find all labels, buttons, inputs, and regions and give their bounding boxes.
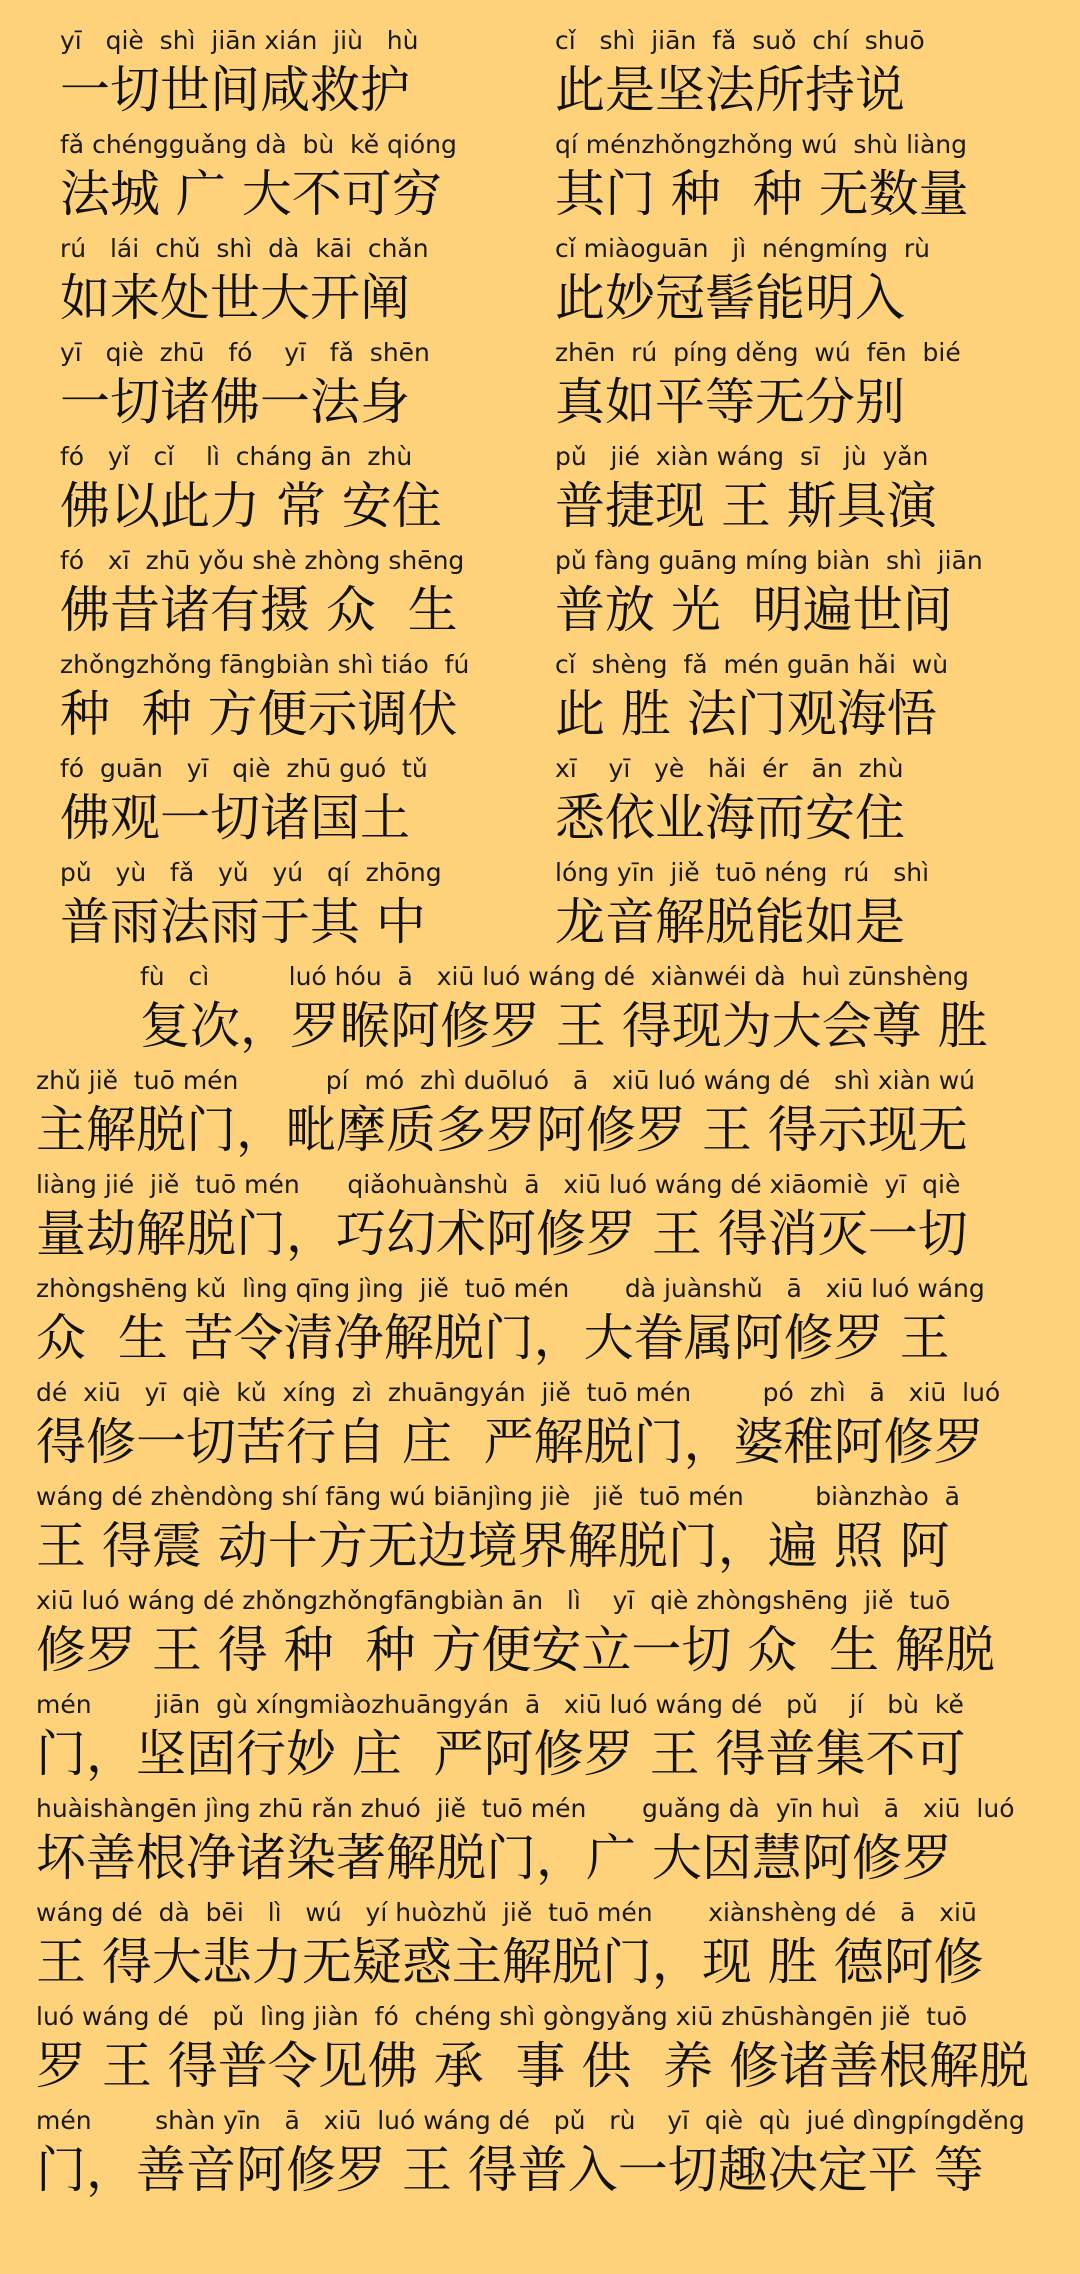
hanzi-text: 如来处世大开阐 xyxy=(60,269,410,327)
hanzi-text: 修罗 王 得 种 种 方便安立一切 众 生 解脱 xyxy=(36,1621,995,1679)
verse-line-8 xyxy=(0,752,1080,856)
prose-line-1 xyxy=(0,960,1080,1064)
verse-line-right xyxy=(555,440,1025,544)
hanzi-text: 一切世间咸救护 xyxy=(60,61,410,119)
hanzi-text: 王 得震 动十方无边境界解脱门，遍 照 阿 xyxy=(36,1517,950,1575)
prose-line-body xyxy=(36,1896,1046,2000)
pinyin-text: xiū luó wáng dé zhǒngzhǒngfāngbiàn ān lì yī qiè zhòngshēng jiě tuō xyxy=(36,1586,951,1615)
pinyin-text: fó yǐ cǐ lì cháng ān zhù xyxy=(60,442,413,471)
verse-line-left xyxy=(60,752,510,856)
verse-line-left xyxy=(60,544,510,648)
hanzi-text: 悉依业海而安住 xyxy=(555,789,905,847)
verse-line-left xyxy=(60,440,510,544)
verse-line-right xyxy=(555,336,1025,440)
pinyin-text: rú lái chǔ shì dà kāi chǎn xyxy=(60,234,429,263)
prose-line-6 xyxy=(0,1480,1080,1584)
verse-line-6 xyxy=(0,544,1080,648)
pinyin-text: cǐ miàoguān jì néngmíng rù xyxy=(555,234,931,263)
verse-line-7 xyxy=(0,648,1080,752)
hanzi-text: 法城 广 大不可穷 xyxy=(60,165,442,223)
pinyin-text: xī yī yè hǎi ér ān zhù xyxy=(555,754,904,783)
hanzi-text: 门，坚固行妙 庄 严阿修罗 王 得普集不可 xyxy=(36,1725,966,1783)
verse-line-left xyxy=(60,232,510,336)
verse-line-right xyxy=(555,24,1025,128)
hanzi-text: 佛以此力 常 安住 xyxy=(60,477,442,535)
pinyin-text: fǎ chéngguǎng dà bù kě qióng xyxy=(60,130,457,159)
pinyin-text: cǐ shì jiān fǎ suǒ chí shuō xyxy=(555,26,925,55)
pinyin-text: zhǔ jiě tuō mén pí mó zhì duōluó ā xiū luó wáng dé shì xiàn wú xyxy=(36,1066,976,1095)
pinyin-text: fó xī zhū yǒu shè zhòng shēng xyxy=(60,546,465,575)
pinyin-text: wáng dé zhèndòng shí fāng wú biānjìng jiè jiě tuō mén biànzhào ā xyxy=(36,1482,960,1511)
prose-line-12 xyxy=(0,2104,1080,2208)
hanzi-text: 此是坚法所持说 xyxy=(555,61,905,119)
pinyin-text: cǐ shèng fǎ mén guān hǎi wù xyxy=(555,650,949,679)
prose-line-body xyxy=(36,1376,1046,1480)
prose-line-body xyxy=(36,1688,1046,1792)
verse-line-right xyxy=(555,232,1025,336)
hanzi-text: 普放 光 明遍世间 xyxy=(555,581,953,639)
prose-line-5 xyxy=(0,1376,1080,1480)
pinyin-text: wáng dé dà bēi lì wú yí huòzhǔ jiě tuō mén xiànshèng dé ā xiū xyxy=(36,1898,977,1927)
prose-line-body xyxy=(36,1064,1046,1168)
hanzi-text: 普雨法雨于其 中 xyxy=(60,893,426,951)
hanzi-text: 此妙冠髻能明入 xyxy=(555,269,905,327)
hanzi-text: 门，善音阿修罗 王 得普入一切趣决定平 等 xyxy=(36,2141,984,2199)
verse-line-left xyxy=(60,128,510,232)
prose-line-7 xyxy=(0,1584,1080,1688)
pinyin-text: yī qiè zhū fó yī fǎ shēn xyxy=(60,338,430,367)
hanzi-text: 众 生 苦令清净解脱门，大眷属阿修罗 王 xyxy=(36,1309,950,1367)
pinyin-text: pǔ yù fǎ yǔ yú qí zhōng xyxy=(60,858,442,887)
pinyin-text: zhòngshēng kǔ lìng qīng jìng jiě tuō mén dà juànshǔ ā xiū luó wáng xyxy=(36,1274,985,1303)
prose-line-body xyxy=(36,1168,1046,1272)
verse-line-5 xyxy=(0,440,1080,544)
hanzi-text: 真如平等无分别 xyxy=(555,373,905,431)
pinyin-text: pǔ fàng guāng míng biàn shì jiān xyxy=(555,546,983,575)
verse-line-right xyxy=(555,856,1025,960)
verse-line-left xyxy=(60,856,510,960)
pinyin-text: zhǒngzhǒng fāngbiàn shì tiáo fú xyxy=(60,650,470,679)
prose-line-body xyxy=(36,1272,1046,1376)
hanzi-text: 复次，罗睺阿修罗 王 得现为大会尊 胜 xyxy=(140,997,988,1055)
prose-line-2 xyxy=(0,1064,1080,1168)
hanzi-text: 其门 种 种 无数量 xyxy=(555,165,969,223)
hanzi-text: 王 得大悲力无疑惑主解脱门，现 胜 德阿修 xyxy=(36,1933,984,1991)
pinyin-text: liàng jié jiě tuō mén qiǎohuànshù ā xiū luó wáng dé xiāomiè yī qiè xyxy=(36,1170,961,1199)
hanzi-text: 一切诸佛一法身 xyxy=(60,373,410,431)
verse-line-2 xyxy=(0,128,1080,232)
verse-line-left xyxy=(60,648,510,752)
prose-line-body xyxy=(36,1480,1046,1584)
verse-line-right xyxy=(555,648,1025,752)
prose-line-8 xyxy=(0,1688,1080,1792)
prose-line-11 xyxy=(0,2000,1080,2104)
pinyin-text: luó wáng dé pǔ lìng jiàn fó chéng shì gòngyǎng xiū zhūshàngēn jiě tuō xyxy=(36,2002,968,2031)
pinyin-text: lóng yīn jiě tuō néng rú shì xyxy=(555,858,930,887)
verse-line-9 xyxy=(0,856,1080,960)
hanzi-text: 佛昔诸有摄 众 生 xyxy=(60,581,458,639)
verse-line-right xyxy=(555,752,1025,856)
pinyin-text: yī qiè shì jiān xián jiù hù xyxy=(60,26,419,55)
prose-line-body xyxy=(36,1792,1046,1896)
hanzi-text: 主解脱门，毗摩质多罗阿修罗 王 得示现无 xyxy=(36,1101,968,1159)
prose-line-10 xyxy=(0,1896,1080,2000)
hanzi-text: 普捷现 王 斯具演 xyxy=(555,477,937,535)
pinyin-text: fù cì luó hóu ā xiū luó wáng dé xiànwéi dà huì zūnshèng xyxy=(140,962,969,991)
hanzi-text: 佛观一切诸国土 xyxy=(60,789,410,847)
prose-line-body xyxy=(140,960,1040,1064)
pinyin-text: pǔ jié xiàn wáng sī jù yǎn xyxy=(555,442,929,471)
prose-line-body xyxy=(36,2104,1046,2208)
prose-line-body xyxy=(36,1584,1046,1688)
verse-line-4 xyxy=(0,336,1080,440)
pinyin-text: zhēn rú píng děng wú fēn bié xyxy=(555,338,961,367)
verse-line-1 xyxy=(0,24,1080,128)
hanzi-text: 罗 王 得普令见佛 承 事 供 养 修诸善根解脱 xyxy=(36,2037,1030,2095)
pinyin-text: mén shàn yīn ā xiū luó wáng dé pǔ rù yī qiè qù jué dìngpíngděng xyxy=(36,2106,1025,2135)
verse-line-3 xyxy=(0,232,1080,336)
pinyin-text: huàishàngēn jìng zhū rǎn zhuó jiě tuō mén guǎng dà yīn huì ā xiū luó xyxy=(36,1794,1015,1823)
verse-line-right xyxy=(555,544,1025,648)
pinyin-text: qí ménzhǒngzhǒng wú shù liàng xyxy=(555,130,968,159)
hanzi-text: 种 种 方便示调伏 xyxy=(60,685,458,743)
prose-line-9 xyxy=(0,1792,1080,1896)
prose-line-body xyxy=(36,2000,1046,2104)
pinyin-text: mén jiān gù xíngmiàozhuāngyán ā xiū luó wáng dé pǔ jí bù kě xyxy=(36,1690,964,1719)
hanzi-text: 坏善根净诸染著解脱门，广 大因慧阿修罗 xyxy=(36,1829,952,1887)
hanzi-text: 得修一切苦行自 庄 严解脱门，婆稚阿修罗 xyxy=(36,1413,984,1471)
verse-line-right xyxy=(555,128,1025,232)
hanzi-text: 此 胜 法门观海悟 xyxy=(555,685,937,743)
hanzi-text: 龙音解脱能如是 xyxy=(555,893,905,951)
prose-line-3 xyxy=(0,1168,1080,1272)
prose-line-4 xyxy=(0,1272,1080,1376)
hanzi-text: 量劫解脱门，巧幻术阿修罗 王 得消灭一切 xyxy=(36,1205,968,1263)
pinyin-text: dé xiū yī qiè kǔ xíng zì zhuāngyán jiě tuō mén pó zhì ā xiū luó xyxy=(36,1378,1001,1407)
verse-line-left xyxy=(60,24,510,128)
verse-line-left xyxy=(60,336,510,440)
pinyin-text: fó guān yī qiè zhū guó tǔ xyxy=(60,754,428,783)
